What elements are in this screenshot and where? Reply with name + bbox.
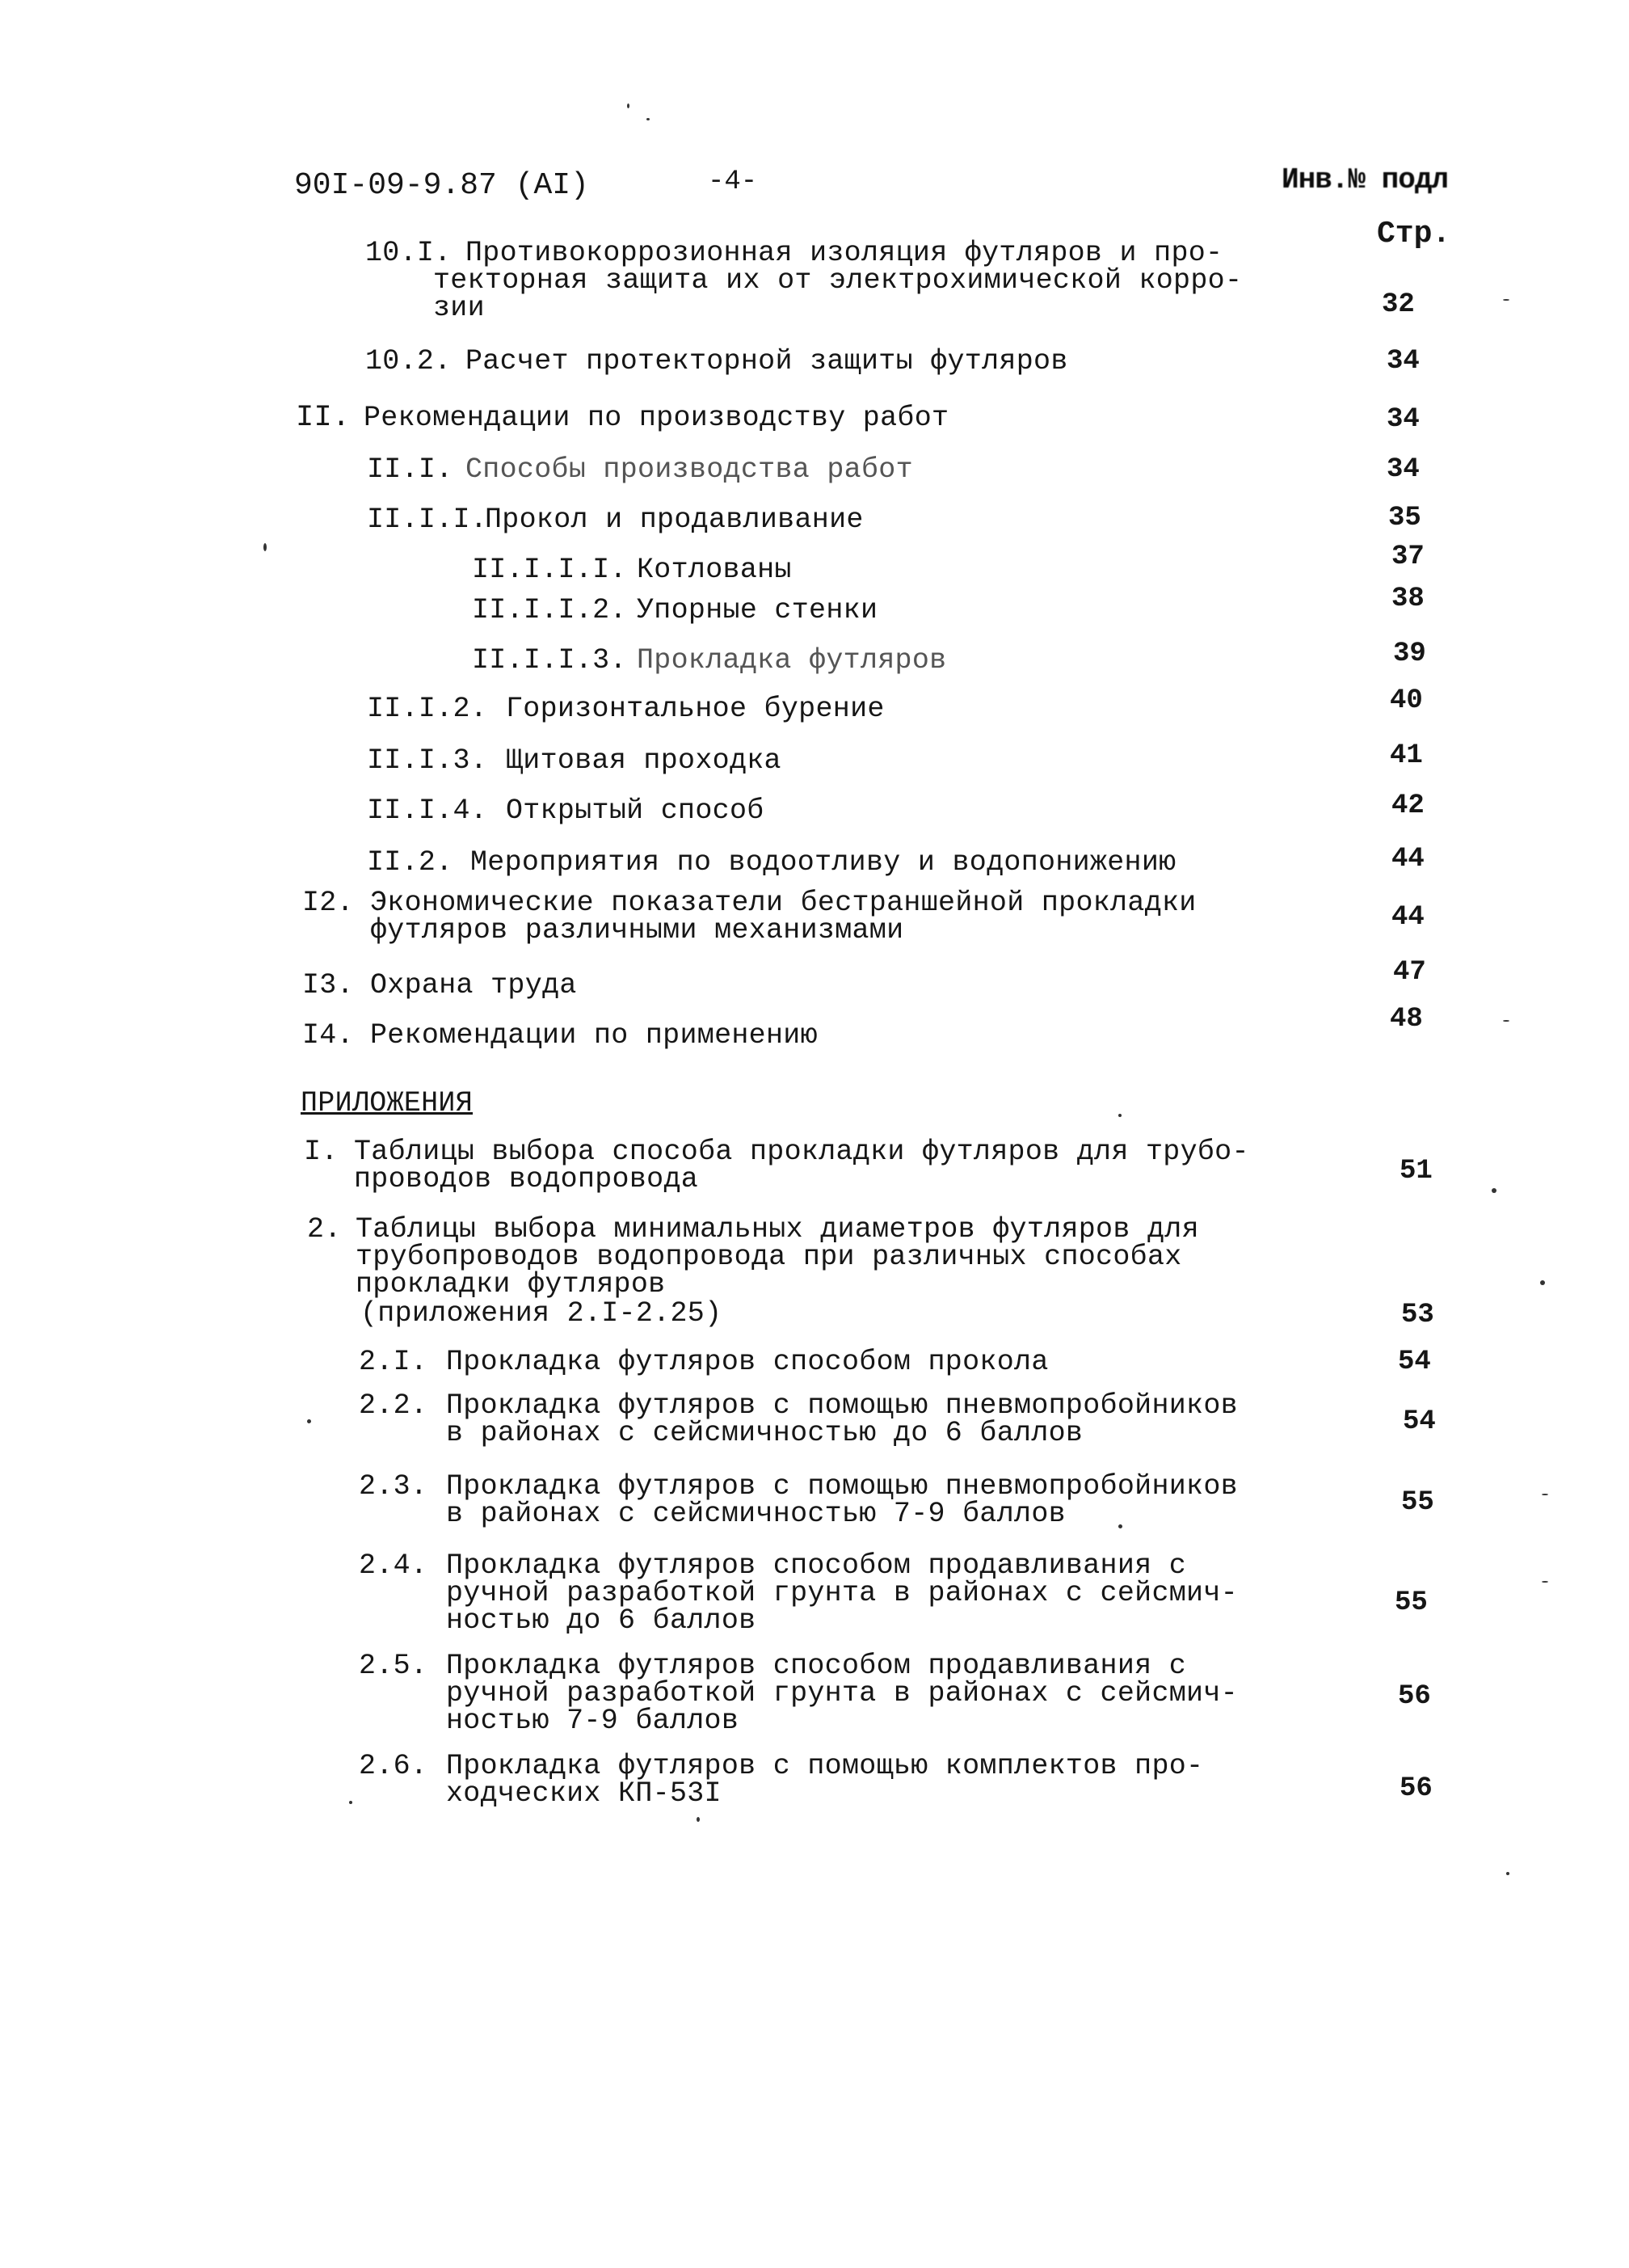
scan-speck [307, 1419, 311, 1423]
inventory-stamp: Инв.№ подл [1282, 163, 1449, 196]
appendix-title-line: Прокладка футляров с помощью пневмопробойников [446, 1470, 1238, 1503]
appendix-title-line: ходческих КП-53I [446, 1777, 722, 1810]
toc-page: 40 [1390, 685, 1423, 716]
appendix-title-line: Прокладка футляров способом продавливания с [446, 1549, 1187, 1582]
appendix-page: 54 [1403, 1406, 1436, 1437]
scan-speck [697, 1817, 700, 1822]
appendix-page: 53 [1401, 1300, 1434, 1330]
toc-page: 35 [1388, 503, 1421, 533]
appendix-page: 55 [1401, 1487, 1434, 1518]
toc-title-line: Противокоррозионная изоляция футляров и про- [465, 237, 1223, 269]
toc-number: II.I.I.I. [472, 554, 627, 586]
document-code: 90I-09-9.87 (AI) [294, 168, 589, 203]
appendix-number: 2.5. [359, 1650, 428, 1682]
appendix-heading: ПРИЛОЖЕНИЯ [301, 1087, 474, 1119]
toc-page: 37 [1391, 542, 1425, 572]
toc-page: 44 [1391, 902, 1425, 933]
appendix-page: 56 [1398, 1681, 1431, 1712]
appendix-title-line: Прокладка футляров с помощью комплектов про- [446, 1750, 1204, 1782]
appendix-title-line: Прокладка футляров способом прокола [446, 1346, 1049, 1378]
appendix-title-line: ностью 7-9 баллов [446, 1705, 739, 1737]
appendix-page: 54 [1398, 1347, 1431, 1377]
toc-number: II.I.I.2. [472, 594, 627, 626]
appendix-number: 2.4. [359, 1549, 428, 1582]
scan-speck [349, 1801, 352, 1804]
toc-title-line: Горизонтальное бурение [506, 693, 885, 725]
scan-speck [1542, 1494, 1548, 1495]
toc-number: II.2. [367, 846, 453, 879]
appendix-number: 2.2. [359, 1389, 428, 1422]
appendix-title-line: Таблицы выбора минимальных диаметров футляров для [356, 1213, 1199, 1246]
toc-title-line: текторная защита их от электрохимической корро- [433, 264, 1243, 297]
toc-page: 39 [1393, 639, 1426, 669]
scan-speck [1542, 1581, 1548, 1583]
toc-title-line: Прокол и продавливание [485, 504, 864, 536]
page-number: -4- [708, 167, 758, 197]
appendix-title-line: Прокладка футляров с помощью пневмопробойников [446, 1389, 1238, 1422]
scan-speck [1503, 1020, 1509, 1022]
scan-speck [1503, 299, 1509, 301]
toc-page: 42 [1391, 790, 1425, 821]
toc-number: II.I.2. [367, 693, 488, 725]
toc-title-line: Расчет протекторной защиты футляров [465, 345, 1068, 377]
scan-speck [646, 118, 650, 120]
toc-page: 38 [1391, 584, 1425, 614]
appendix-title-line: Таблицы выбора способа прокладки футляров для трубо- [354, 1136, 1249, 1168]
appendix-page: 56 [1400, 1773, 1433, 1804]
appendix-title-line: в районах с сейсмичностью до 6 баллов [446, 1417, 1084, 1449]
toc-page: 34 [1387, 346, 1420, 377]
toc-title-line: футляров различными механизмами [370, 914, 904, 946]
appendix-title-line: трубопроводов водопровода при различных способах [356, 1241, 1182, 1273]
appendix-page: 55 [1395, 1587, 1428, 1618]
toc-title-line: Щитовая проходка [506, 744, 781, 777]
toc-title-line: Прокладка футляров [637, 644, 947, 677]
toc-title-line: Мероприятия по водоотливу и водопонижению [470, 846, 1176, 879]
scan-speck [1492, 1188, 1496, 1193]
toc-page: 48 [1390, 1004, 1423, 1035]
scan-speck [1118, 1114, 1122, 1117]
appendix-title-line: в районах с сейсмичностью 7-9 баллов [446, 1498, 1066, 1530]
appendix-title-line: ручной разработкой грунта в районах с сейсмич- [446, 1677, 1238, 1709]
appendix-number: 2. [307, 1213, 342, 1246]
appendix-title-line: прокладки футляров [356, 1268, 666, 1301]
toc-number: II.I.3. [367, 744, 488, 777]
toc-number: II. [296, 401, 351, 435]
toc-page: 47 [1393, 957, 1426, 988]
toc-title-line: Способы производства работ [465, 453, 913, 486]
toc-title-line: Упорные стенки [637, 594, 878, 626]
page-column-label: Стр. [1377, 217, 1451, 251]
toc-number: 10.I. [365, 237, 452, 269]
scan-speck [1118, 1524, 1122, 1528]
appendix-title-line: ностью до 6 баллов [446, 1604, 756, 1637]
appendix-title-line: (приложения 2.I-2.25) [360, 1297, 722, 1330]
toc-title-line: Рекомендации по применению [370, 1019, 818, 1052]
appendix-number: 2.6. [359, 1750, 428, 1782]
appendix-number: I. [304, 1136, 339, 1168]
toc-title-line: Рекомендации по производству работ [364, 402, 949, 434]
toc-page: 41 [1390, 740, 1423, 771]
toc-number: I2. [302, 887, 354, 919]
toc-title-line: Открытый способ [506, 795, 764, 827]
toc-number: II.I. [367, 453, 453, 486]
scan-speck [263, 543, 267, 551]
toc-number: 10.2. [365, 345, 452, 377]
toc-number: I4. [302, 1019, 354, 1052]
appendix-number: 2.I. [359, 1346, 428, 1378]
appendix-title-line: Прокладка футляров способом продавливания с [446, 1650, 1187, 1682]
toc-number: II.I.4. [367, 795, 488, 827]
appendix-title-line: проводов водопровода [354, 1163, 699, 1195]
toc-title-line: Охрана труда [370, 969, 577, 1001]
toc-number: II.I.I.3. [472, 644, 627, 677]
toc-title-line: Экономические показатели бестраншейной прокладки [370, 887, 1197, 919]
toc-page: 34 [1387, 454, 1420, 485]
toc-number: II.I.I. [367, 504, 488, 536]
toc-title-line: зии [433, 292, 485, 324]
appendix-page: 51 [1400, 1156, 1433, 1187]
appendix-number: 2.3. [359, 1470, 428, 1503]
toc-page: 44 [1391, 844, 1425, 875]
toc-page: 32 [1382, 289, 1415, 320]
toc-number: I3. [302, 969, 354, 1001]
appendix-title-line: ручной разработкой грунта в районах с сейсмич- [446, 1577, 1238, 1609]
scan-speck [1540, 1280, 1545, 1285]
toc-page: 34 [1387, 404, 1420, 435]
toc-title-line: Котлованы [637, 554, 792, 586]
scan-speck [1506, 1872, 1509, 1875]
scan-speck [627, 103, 629, 108]
